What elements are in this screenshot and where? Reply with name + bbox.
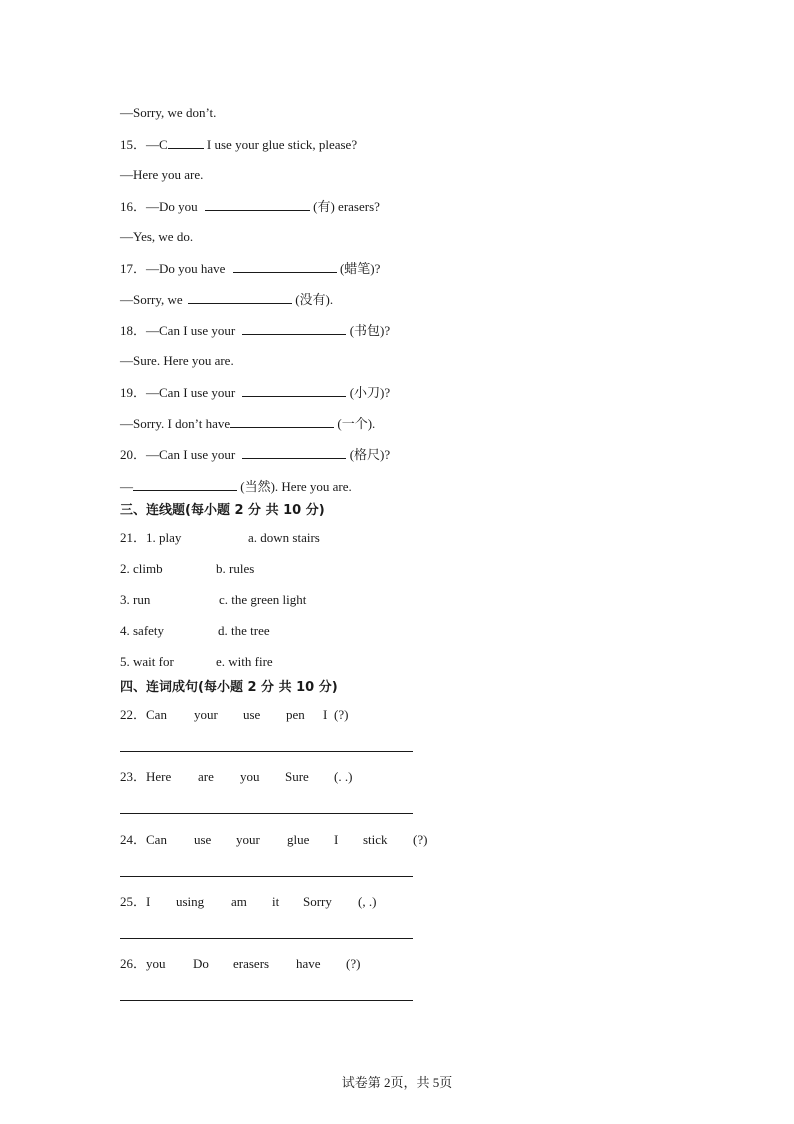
scrambled-word: your xyxy=(194,707,218,722)
question-prefix: 19．—Can I use your xyxy=(120,385,239,400)
dialog-line-a19 xyxy=(120,415,375,432)
question-suffix: (没有). xyxy=(291,292,334,307)
answer-line[interactable] xyxy=(120,876,413,877)
match-right-item[interactable]: e. with fire xyxy=(216,654,273,669)
question-15 xyxy=(120,136,357,153)
answer-line[interactable] xyxy=(120,813,413,814)
scrambled-word: using xyxy=(176,894,205,909)
dialog-text: —Here you are. xyxy=(120,167,204,182)
scrambled-word: 25．I xyxy=(120,894,151,909)
question-prefix: —Sorry, we xyxy=(120,292,186,307)
scrambled-word: 23．Here xyxy=(120,769,172,784)
answer-line[interactable] xyxy=(120,938,413,939)
dialog-line-a14 xyxy=(120,105,216,121)
scrambled-word: you xyxy=(240,769,260,784)
dialog-text: —Sure. Here you are. xyxy=(120,353,234,368)
scrambled-word: use xyxy=(194,832,212,847)
answer-blank[interactable] xyxy=(233,260,337,273)
scrambled-word: stick xyxy=(363,832,388,847)
match-left-item[interactable]: 3. run xyxy=(120,592,151,607)
scrambled-word: I xyxy=(323,707,328,722)
dialog-text: —Yes, we do. xyxy=(120,229,194,244)
scrambled-word: 24．Can xyxy=(120,832,167,847)
question-prefix: 15．—C xyxy=(120,137,168,152)
scrambled-word: use xyxy=(243,707,261,722)
scrambled-word: (. .) xyxy=(334,769,353,784)
scrambled-word: erasers xyxy=(233,956,270,971)
question-18 xyxy=(120,322,390,339)
question-17 xyxy=(120,260,380,277)
page-footer: 试卷第 2页，共 5页 xyxy=(341,1075,453,1090)
question-suffix: (一个). xyxy=(334,416,376,431)
scrambled-word: glue xyxy=(287,832,310,847)
scrambled-word: am xyxy=(231,894,247,909)
dialog-text: —Sorry, we don’t. xyxy=(120,105,217,120)
scrambled-word: pen xyxy=(286,707,305,722)
scrambled-word: (?) xyxy=(334,707,349,722)
question-suffix: (蜡笔)? xyxy=(336,261,381,276)
answer-line[interactable] xyxy=(120,1000,413,1001)
scrambled-word: (, .) xyxy=(358,894,377,909)
answer-blank[interactable] xyxy=(168,136,204,149)
question-suffix: (格尺)? xyxy=(346,447,391,462)
question-suffix: (当然). Here you are. xyxy=(237,479,352,494)
match-right-item[interactable]: c. the green light xyxy=(219,592,307,607)
question-suffix: (有) erasers? xyxy=(309,199,380,214)
question-prefix: 17．—Do you have xyxy=(120,261,229,276)
answer-blank[interactable] xyxy=(205,198,310,211)
question-suffix: I use your glue stick, please? xyxy=(203,137,358,152)
scrambled-word: 26．you xyxy=(120,956,166,971)
dialog-line-a15 xyxy=(120,167,203,183)
dialog-line-a16 xyxy=(120,229,193,245)
section-title-matching: 三、连线题(每小题 2 分 共 10 分) xyxy=(120,503,325,518)
match-right-item[interactable]: a. down stairs xyxy=(248,530,320,545)
question-prefix: —Sorry. I don’t have xyxy=(120,416,231,431)
scrambled-word: 22．Can xyxy=(120,707,167,722)
answer-line[interactable] xyxy=(120,751,413,752)
answer-blank[interactable] xyxy=(242,322,346,335)
question-prefix: 18．—Can I use your xyxy=(120,323,239,338)
question-suffix: (书包)? xyxy=(346,323,391,338)
match-left-item[interactable]: 5. wait for xyxy=(120,654,174,669)
dialog-line-a18 xyxy=(120,353,234,369)
scrambled-word: your xyxy=(236,832,260,847)
match-right-item[interactable]: d. the tree xyxy=(218,623,270,638)
question-prefix: 20．—Can I use your xyxy=(120,447,239,462)
answer-blank[interactable] xyxy=(188,291,292,304)
scrambled-word: Sure xyxy=(285,769,309,784)
answer-blank[interactable] xyxy=(242,446,346,459)
scrambled-word: are xyxy=(198,769,214,784)
match-left-item[interactable]: 4. safety xyxy=(120,623,165,638)
answer-blank[interactable] xyxy=(133,478,237,491)
answer-blank[interactable] xyxy=(230,415,334,428)
scrambled-word: I xyxy=(334,832,339,847)
scrambled-word: Do xyxy=(193,956,209,971)
question-20 xyxy=(120,446,390,463)
scrambled-word: (?) xyxy=(346,956,361,971)
question-19 xyxy=(120,384,390,401)
match-left-item[interactable]: 21．1. play xyxy=(120,530,182,545)
question-prefix: — xyxy=(120,479,133,494)
match-left-item[interactable]: 2. climb xyxy=(120,561,163,576)
scrambled-word: Sorry xyxy=(303,894,332,909)
scrambled-word: have xyxy=(296,956,321,971)
match-right-item[interactable]: b. rules xyxy=(216,561,255,576)
answer-blank[interactable] xyxy=(242,384,346,397)
question-prefix: 16．—Do you xyxy=(120,199,201,214)
question-suffix: (小刀)? xyxy=(346,385,391,400)
scrambled-word: it xyxy=(272,894,280,909)
section-title-word-order: 四、连词成句(每小题 2 分 共 10 分) xyxy=(120,680,338,695)
scrambled-word: (?) xyxy=(413,832,428,847)
dialog-line-a20 xyxy=(120,478,352,495)
question-16 xyxy=(120,198,380,215)
dialog-line-a17 xyxy=(120,291,333,308)
